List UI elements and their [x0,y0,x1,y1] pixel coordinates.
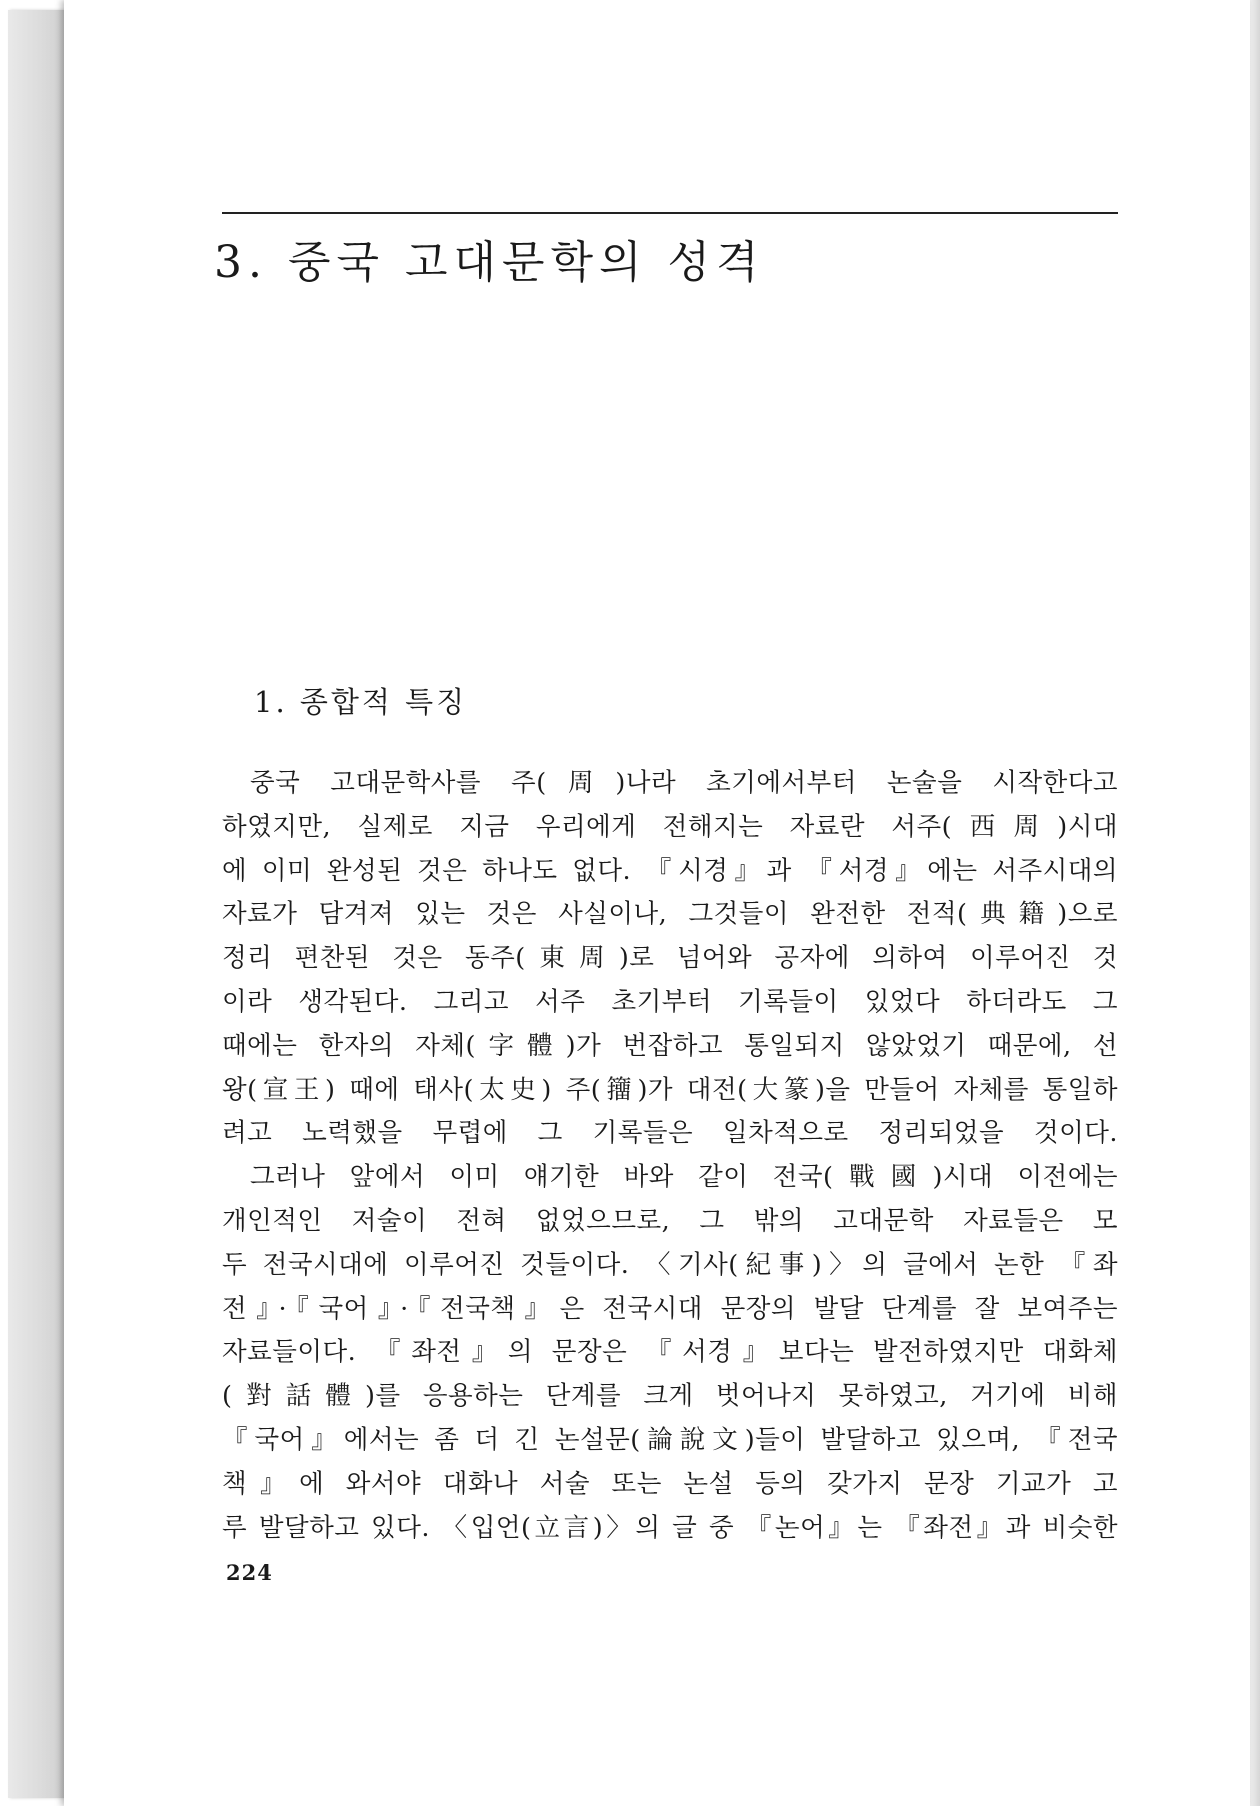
body-line: 자료가 담겨져 있는 것은 사실이나, 그것들이 완전한 전적(典籍)으로 [222,899,1118,930]
book-right-edge [1250,0,1260,1806]
body-line: 정리 편찬된 것은 동주(東周)로 넘어와 공자에 의하여 이루어진 것 [222,943,1118,974]
body-line: 개인적인 저술이 전혀 없었으므로, 그 밖의 고대문학 자료들은 모 [222,1205,1118,1236]
body-line: 에 이미 완성된 것은 하나도 없다. 『시경』과 『서경』에는 서주시대의 [222,855,1118,886]
body-text [222,762,1118,1550]
body-line: 전』·『국어』·『전국책』은 전국시대 문장의 발달 단계를 잘 보여주는 [222,1293,1118,1324]
body-line: 려고 노력했을 무렵에 그 기록들은 일차적으로 정리되었을 것이다. [222,1118,1118,1149]
body-line: 때에는 한자의 자체(字體)가 번잡하고 통일되지 않았었기 때문에, 선 [222,1030,1118,1061]
body-line: 『국어』에서는 좀 더 긴 논설문(論說文)들이 발달하고 있으며, 『전국 [222,1424,1118,1455]
body-line: 자료들이다. 『좌전』의 문장은 『서경』보다는 발전하였지만 대화체 [222,1337,1118,1368]
chapter-title: 3. 중국 고대문학의 성격 [214,237,765,288]
chapter-rule [222,212,1118,214]
body-line: 두 전국시대에 이루어진 것들이다. 〈기사(紀事)〉의 글에서 논한 『좌 [222,1249,1118,1280]
body-line: 루 발달하고 있다. 〈입언(立言)〉의 글 중 『논어』는 『좌전』과 비슷한 [222,1512,1118,1543]
body-line: 하였지만, 실제로 지금 우리에게 전해지는 자료란 서주(西周)시대 [222,811,1118,842]
book-page [64,0,1250,1806]
book-spine-edge [8,10,66,1798]
page-number: 224 [226,1560,273,1585]
section-heading: 1. 종합적 특징 [254,685,468,719]
body-line: 책』에 와서야 대화나 서술 또는 논설 등의 갖가지 문장 기교가 고 [222,1468,1118,1499]
body-line: 왕(宣王) 때에 태사(太史) 주(籒)가 대전(大篆)을 만들어 자체를 통일하 [222,1074,1118,1105]
body-line: (對話體)를 응용하는 단계를 크게 벗어나지 못하였고, 거기에 비해 [222,1381,1118,1412]
body-line: 이라 생각된다. 그리고 서주 초기부터 기록들이 있었다 하더라도 그 [222,986,1118,1017]
body-line: 그러나 앞에서 이미 얘기한 바와 같이 전국(戰國)시대 이전에는 [250,1162,1118,1193]
body-line: 중국 고대문학사를 주(周)나라 초기에서부터 논술을 시작한다고 [250,768,1118,798]
